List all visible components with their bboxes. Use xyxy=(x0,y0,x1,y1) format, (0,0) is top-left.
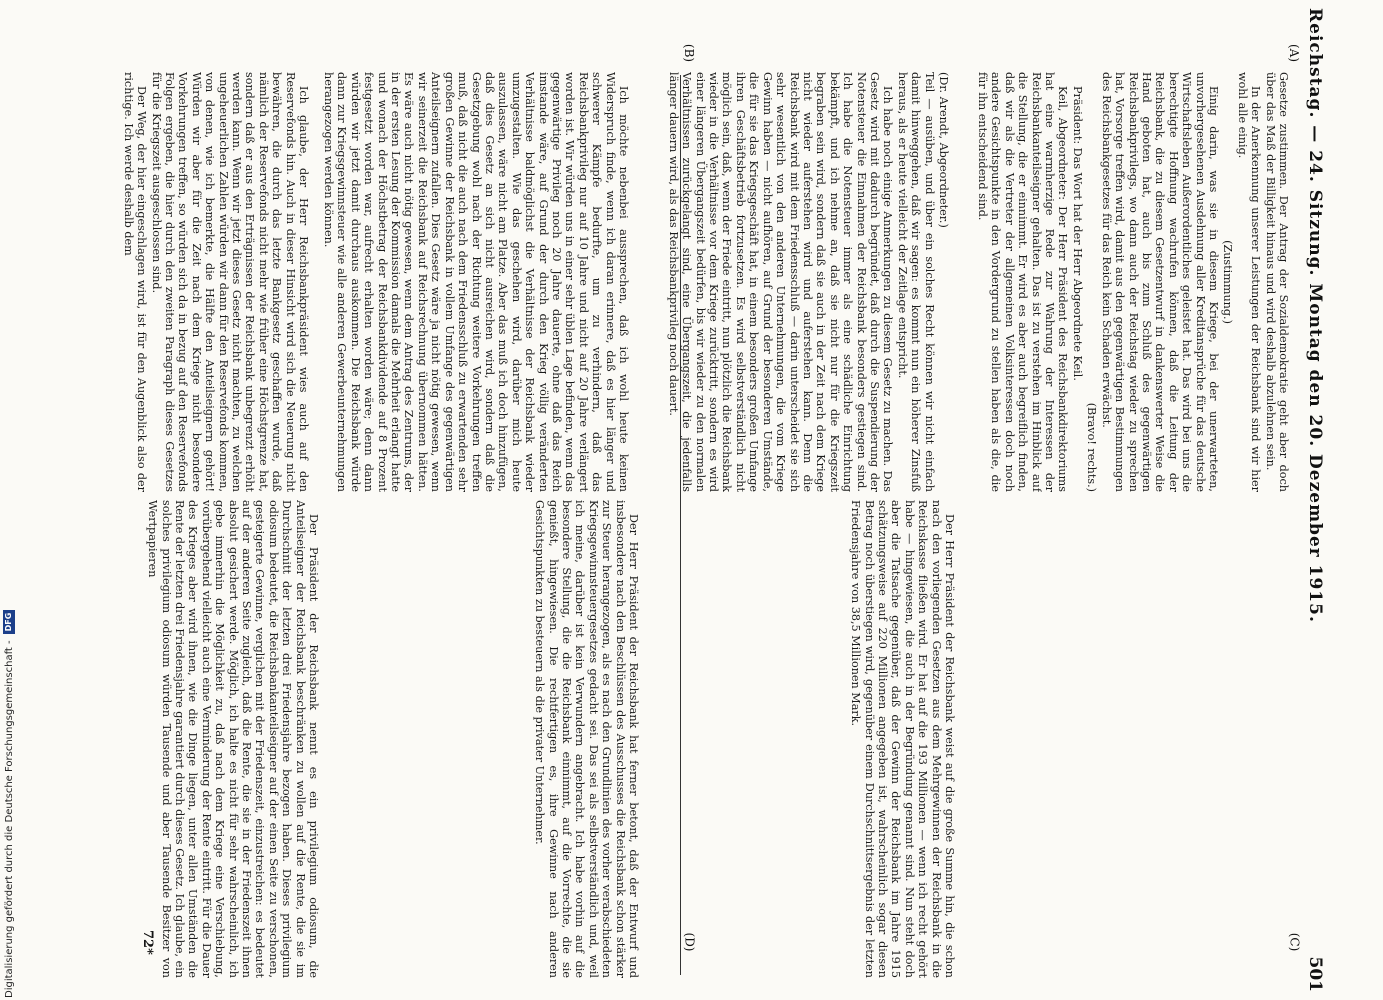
signature-mark: 72* xyxy=(140,930,155,955)
margin-mark-c: (C) xyxy=(1287,932,1302,952)
paragraph: Der Herr Präsident der Reichsbank weist auf die große Summe hin, die schon nach den vorliegenden Gesetzen aus dem Mehrgewinnen der Reichsbank in die Reichskasse fließen wird. Er hat auf die 193 Millionen — wenn ich recht gehört habe — hingewiesen, die auch in der Begründung genannt sind. Nun steht doch aber die Tatsache gegenüber, daß der Gewinn der Reichsbank im Jahre 1915 schätzungsweise auf 220 Millionen angegeben ist, wahrscheinlich sogar diesen Betrag noch überstiegen wird, gegenüber einem Durchschnittsergebnis der letzten Friedensjahre von 38,5 Millionen Mark. xyxy=(849,500,956,978)
interjection: (Bravo! rechts.) xyxy=(1085,402,1099,492)
interjection: (Zustimmung.) xyxy=(1221,240,1235,324)
paragraph: Der Präsident der Reichsbank nennt es ein privilegium odiosum, die Anteilseigner der Reichsbank beschränken zu wollen auf die Rente, die sie im Durchschnitt der letzten drei Friedensjahre bezogen haben. Dieses privilegium odiosum bedeutet, die Reichsbankanteilseigner auf der einen Seite zu verschonen, gesteigerte Gewinne, verglichen mit der Friedenszeit, einzustreichen: es bedeutet auf der anderen Seite zugleich, daß die Rente, die sie in der Friedenszeit ihnen absolut gesichert werde. Möglich, ich halte es nicht für sehr wahrscheinlich, ich gebe immerhin die Möglichkeit zu, daß nach dem Kriege eine Verschiebung, vorübergehend vielleicht auch eine Verminderung der Rente eintritt. Für die Dauer des Krieges aber wird ihnen, wie die Dinge liegen, unter allen Umständen die Rente der letzten drei Friedensjahre garantiert durch dieses Gesetz. Ich glaube, ein solches privilegium odiosum würden Tausende und aber Tausende Besitzer von Wertpapieren xyxy=(146,500,320,978)
paragraph: Gesetze zustimmen. Der Antrag der Sozialdemokratie geht aber doch über das Maß der Billigkeit hinaus und wird deshalb abzulehnen sein. xyxy=(1263,72,1290,492)
speaker-line: (Dr. Arendt, Abgeordneter.) xyxy=(937,72,950,228)
page-number: 501 xyxy=(1305,956,1325,992)
page-header xyxy=(1300,8,1330,992)
column-left-b xyxy=(320,72,630,492)
paragraph: Der Herr Präsident der Reichsbank hat ferner betont, daß der Entwurf und insbesondere nach den Beschlüssen des Ausschusses die Reichsbank schon stärker zur Steuer herangezogen, als es nach den Grundlinien des vorher verabschiedeten Kriegsgewinnsteuergesetzes gedacht sei. Das sei als selbstverständlich und, weil ich meine, darüber ist kein Verwundern angebracht. Ich habe vorhin auf die besondere Stellung, die die Reichsbank einnimmt, auf die Vorrechte, die sie genießt, hingewiesen. Die rechtfertigen es, ihre Gewinne nach anderen Gesichtspunkten zu besteuern als die privater Unternehmer. xyxy=(533,500,640,978)
column-right-b xyxy=(646,500,956,978)
margin-mark-b: (B) xyxy=(682,43,697,63)
column-right-c xyxy=(330,500,640,978)
column-right-d xyxy=(10,500,320,978)
paragraph: Keil, Abgeordneter: Der Herr Präsident des Reichsbankdirektoriums hat eine warmherzige Rede zur Wahrung der Interessen der Reichsbankanteilseigner gehalten. Das ist zu verstehen im Hinblick auf die Stellung, die er einnimmt. Er wird es aber auch begreiflich finden, daß wir als die Vertreter der allgemeinen Volksinteressen doch noch andere Gesichtspunkte in den Vordergrund zu stellen haben als die, die für ihn entscheidend sind. xyxy=(976,72,1070,492)
paragraph: Ich habe noch einige Anmerkungen zu diesem Gesetz zu machen. Das Gesetz wird mit dadurch begründet, daß durch die Suspendierung der Notensteuer die Einnahmen der Reichsbank besonders gestiegen sind. Ich habe die Notensteuer immer als eine schädliche Einrichtung bekämpft, und ich nehme an, daß sie nicht nur für die Kriegszeit begraben sein wird, sondern daß sie auch in der Zeit nach dem Kriege nicht wieder auferstehen wird und auferstehen kann. Denn die Reichsbank wird mit dem Friedensschluß — darin unterscheidet sie sich sehr wesentlich von den anderen Unternehmungen, die vom Kriege Gewinn haben — nicht aufhören, auf Grund der besonderen Umstände, die für sie das Kriegsgeschäft hat, in einem besonders großen Umfange ihren Geschäftsbetrieb fortzusetzen. Es wird selbstverständlich nicht möglich sein, daß, wenn der Friede eintritt, nun plötzlich die Reichsbank wieder in die Verhältnisse vor dem Kriege zurücktritt, sondern es wird einer längeren Übergangszeit bedürfen, bis wir wieder zu den normalen Verhältnissen zurückgelangt sind, eine Übergangszeit, die jedenfalls länger dauern wird, als das Reichsbankprivileg noch dauert. xyxy=(666,72,895,492)
paragraph: Präsident: Das Wort hat der Herr Abgeordnete Keil. xyxy=(1070,86,1084,381)
dfg-logo: DFG xyxy=(3,610,15,635)
paragraph: Ich möchte nebenbei aussprechen, daß ich wohl heute keinen Widerspruch finde, wenn ich daran erinnere, daß es hier länger und schwerer Kämpfe bedurfte, um zu verhindern, daß das Reichsbankprivileg nur auf 10 Jahre und nicht auf 20 Jahre verlängert worden ist. Wir würden uns in einer sehr üblen Lage befinden, wenn das gegenwärtige Privileg noch 20 Jahre dauerte, ohne daß das Reich imstande wäre, auf Grund der durch den Krieg völlig veränderten Verhältnisse baldmöglichst die Verhältnisse der Reichsbank wieder umzugestalten. Wie das geschehen wird, darüber mich heute auszulassen, wäre nicht am Platze. Aber das muß ich doch hinzufügen, daß dies Gesetz an sich nicht ausreichen wird, sondern daß die Gesetzgebung wohl nach der Richtung weitere Vorkehrungen treffen muß, daß nicht die auch nach dem Friedensschluß zu erwartenden sehr großen Gewinne der Reichsbank in vollem Umfange des gegenwärtigen Anteilseignern zufallen. Dies Gesetz wäre ja nicht nötig gewesen, wenn wir seinerzeit die Reichsbank auf Reichsrechnung übernommen hätten. Es wäre auch nicht nötig gewesen, wenn dem Antrag des Zentrums, der in der ersten Lesung der Kommission damals die Mehrheit erlangt hatte und wonach der Höchstbetrag der Reichsbankdividende auf 8 Prozent festgesetzt worden war, aufrecht erhalten worden wäre; denn dann würden wir jetzt damit durchaus auskommen. Die Reichsbank würde dann zur Kriegsgewinnsteuer wie alle anderen Gewerbeunternehmungen herangezogen werden können. xyxy=(322,72,630,492)
margin-mark-a: (A) xyxy=(1287,43,1302,63)
paragraph: Teil — ausüben, und über ein solches Recht können wir nicht einfach damit hinweggehen, daß wir sagen: es kommt nun ein höherer Zinsfuß heraus, als er heute vielleicht der Zeitlage entspricht. xyxy=(895,72,936,492)
digitization-text: Digitalisierung gefördert durch die Deutsche Forschungsgemeinschaft - xyxy=(3,640,15,998)
paragraph: Der Weg, der hier eingeschlagen wird, ist für den Augenblick also der richtige. Ich werde deshalb dem xyxy=(121,72,149,492)
margin-mark-d: (D) xyxy=(682,932,697,952)
paragraph: Ich glaube, der Herr Reichsbankpräsident wies auch auf den Reservefonds hin. Auch in dieser Hinsicht wird sich die Neuerung nicht bewähren, die durch das letzte Bankgesetz geschaffen wurde, daß nämlich der Reservefonds nicht mehr wie früher eine Höchstgrenze hat, sondern daß er aus den Erträgnissen der Reichsbank unbegrenzt erhöht werden kann. Wenn wir jetzt dieses Gesetz nicht machten, zu welchen ungeheuerlichen Zahlen würden wir dann für den Reservefonds kommen, von denen, wie ich bemerkte, die Hälfte den Anteilseignern gehört! Würden wir aber für die Zeit nach dem Kriege nicht besondere Vorkehrungen treffen, so würden sich da in bezug auf den Reservefonds Folgen ergeben, die hier durch den zweiten Paragraph dieses Gesetzes für die Kriegszeit ausgeschlossen sind. xyxy=(149,72,310,492)
column-left-a xyxy=(640,72,950,492)
digitization-note xyxy=(2,8,16,998)
header-title: Reichstag. — 24. Sitzung. Montag den 20. Dezember 1915. xyxy=(1305,8,1325,623)
paragraph: Einig darin, was sie in diesem Kriege, bei der unerwarteten, unvorhergesehenen Ausdehnung aller Kreditansprüche für das deutsche Wirtschaftsleben Außerordentliches geleistet hat. Das wird bei uns die berechtigte Hoffnung wachrufen können, daß die Leitung der Reichsbank, die zu diesem Gesetzentwurf in dankenswerter Weise die Hand geboten hat, auch bis zum Schluß des gegenwärtigen Reichsbankprivilegs, wo dann auch der Reichstag wieder zu sprechen hat, Vorsorge treffen wird, damit aus den gegenwärtigen Bestimmungen des Reichsbankgesetzes für das Reich kein Schaden erwächst. xyxy=(1099,72,1220,492)
paragraph: In der Anerkennung unserer Leistungen der Reichsbank sind wir hier wohl alle einig. xyxy=(1235,72,1263,492)
column-left-c xyxy=(30,72,310,492)
